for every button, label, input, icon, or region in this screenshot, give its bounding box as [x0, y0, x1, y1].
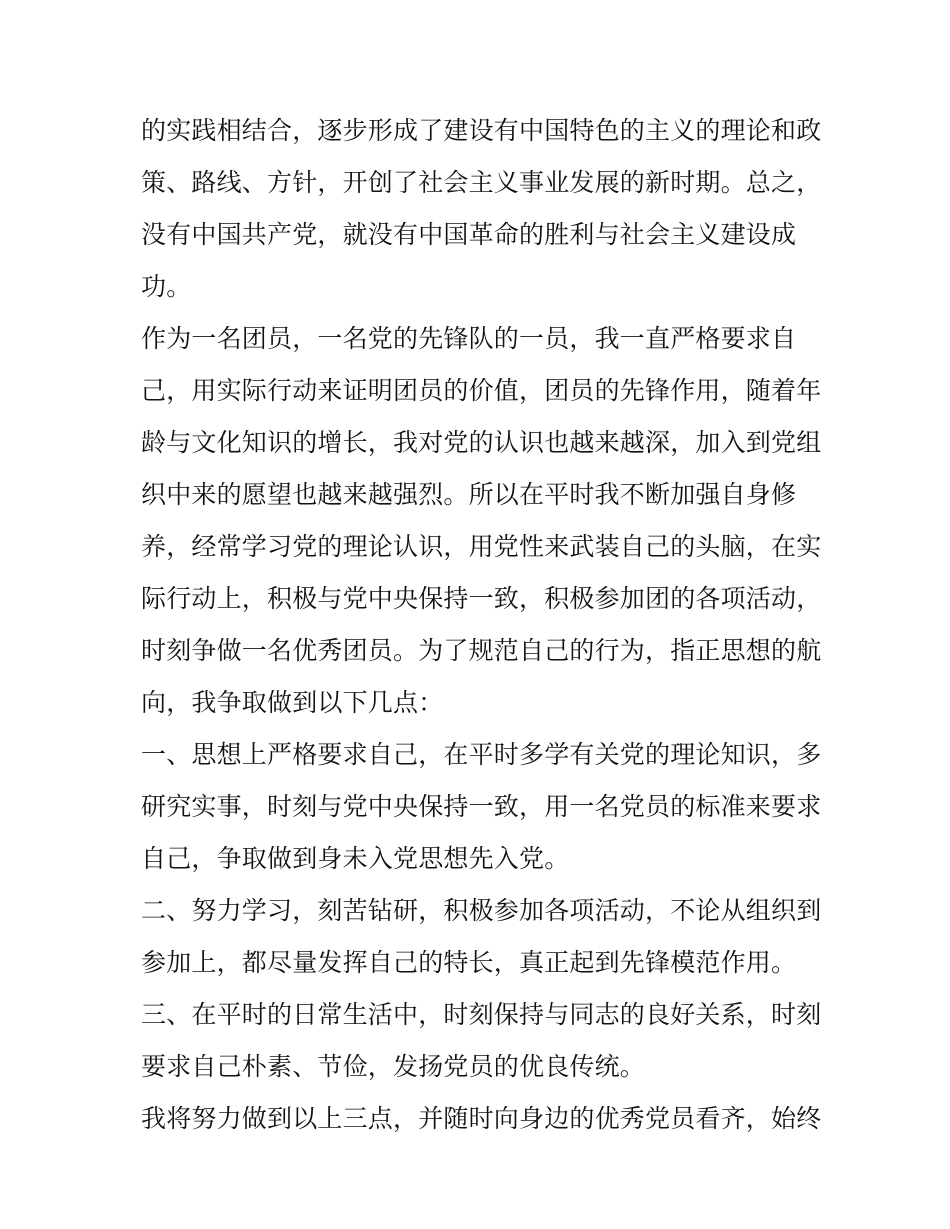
text-line: 一、思想上严格要求自己，在平时多学有关党的理论知识，多 [141, 740, 821, 769]
text-line: 养，经常学习党的理论认识，用党性来武装自己的头脑，在实 [141, 532, 821, 561]
text-line: 的实践相结合，逐步形成了建设有中国特色的主义的理论和政 [141, 116, 821, 145]
text-line: 际行动上，积极与党中央保持一致，积极参加团的各项活动， [141, 584, 821, 613]
text-line: 我将努力做到以上三点，并随时向身边的优秀党员看齐，始终 [141, 1104, 821, 1133]
text-line: 参加上，都尽量发挥自己的特长，真正起到先锋模范作用。 [141, 948, 797, 977]
text-line: 时刻争做一名优秀团员。为了规范自己的行为，指正思想的航 [141, 636, 821, 665]
text-line: 作为一名团员，一名党的先锋队的一员，我一直严格要求自 [141, 324, 797, 353]
text-line: 织中来的愿望也越来越强烈。所以在平时我不断加强自身修 [141, 480, 797, 509]
text-line: 策、路线、方针，开创了社会主义事业发展的新时期。总之， [141, 168, 821, 197]
text-line: 功。 [141, 272, 192, 301]
text-line: 要求自己朴素、节俭，发扬党员的优良传统。 [141, 1052, 646, 1081]
text-line: 没有中国共产党，就没有中国革命的胜利与社会主义建设成 [141, 220, 797, 249]
text-line: 己，用实际行动来证明团员的价值，团员的先锋作用，随着年 [141, 376, 821, 405]
text-line: 三、在平时的日常生活中，时刻保持与同志的良好关系，时刻 [141, 1000, 821, 1029]
text-line: 研究实事，时刻与党中央保持一致，用一名党员的标准来要求 [141, 792, 821, 821]
text-line: 龄与文化知识的增长，我对党的认识也越来越深，加入到党组 [141, 428, 821, 457]
text-line: 向，我争取做到以下几点： [141, 688, 444, 717]
text-line: 自己，争取做到身未入党思想先入党。 [141, 844, 570, 873]
body-text [141, 105, 821, 1145]
text-line: 二、努力学习，刻苦钻研，积极参加各项活动，不论从组织到 [141, 896, 821, 925]
